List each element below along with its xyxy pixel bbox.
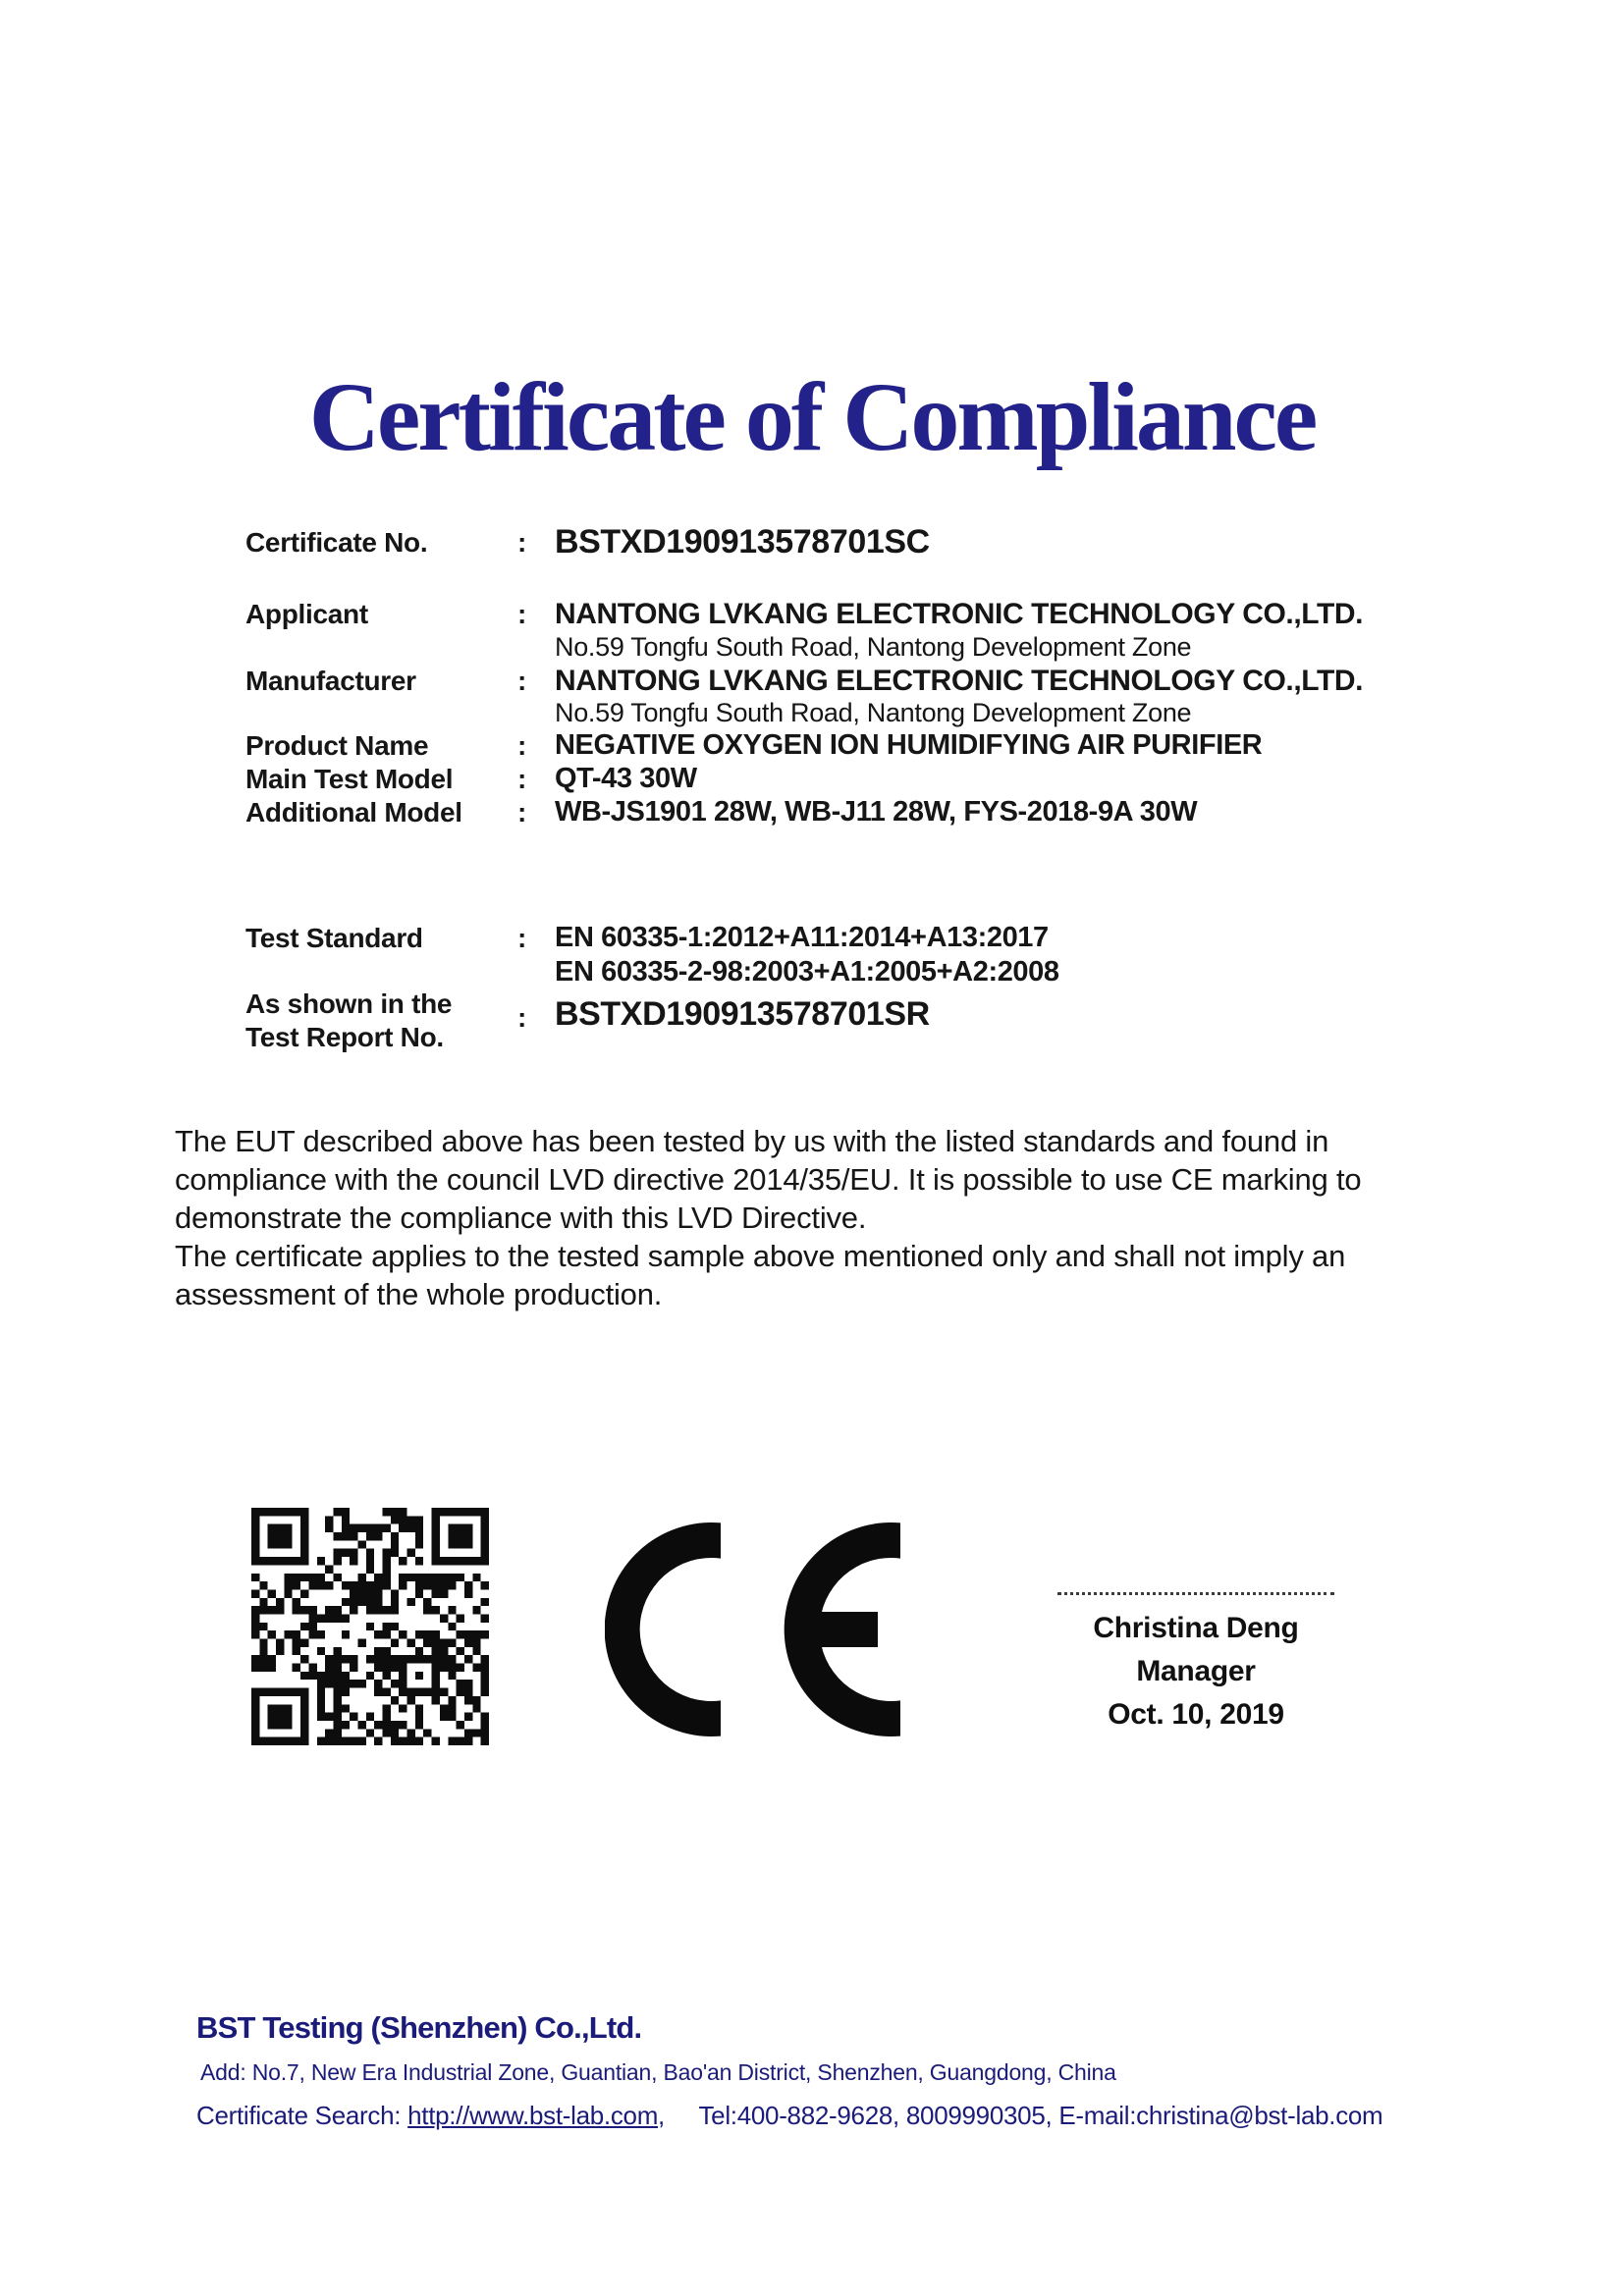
body-text: [175, 1122, 1441, 1313]
manufacturer-label: Manufacturer: [245, 666, 416, 696]
footer-search-line: [196, 2103, 1382, 2128]
body-paragraph-2: The certificate applies to the tested sample above mentioned only and shall not imply an assessment of the whole production.: [175, 1239, 1346, 1311]
page-title: Certificate of Compliance: [308, 362, 1316, 471]
additional-model-colon: :: [517, 797, 527, 828]
ce-marking-icon: [605, 1522, 901, 1736]
test-report-label-line1: As shown in the: [245, 988, 453, 1019]
manufacturer-address: No.59 Tongfu South Road, Nantong Development Zone: [555, 698, 1192, 727]
additional-model-label: Additional Model: [245, 797, 462, 828]
applicant-label: Applicant: [245, 599, 368, 629]
applicant-value: NANTONG LVKANG ELECTRONIC TECHNOLOGY CO.,LTD.: [555, 598, 1364, 630]
body-paragraph-1: The EUT described above has been tested by us with the listed standards and found in compliance with the council LVD directive 2014/35/EU. It is possible to use CE marking to demonstrate the compliance with this LVD Directive.: [175, 1124, 1362, 1235]
search-separator: ,: [658, 2101, 665, 2130]
test-standard-label: Test Standard: [245, 923, 423, 953]
applicant-colon: :: [517, 599, 527, 629]
test-report-label: [245, 988, 452, 1054]
test-standard-colon: :: [517, 923, 527, 953]
certificate-search-label: Certificate Search:: [196, 2101, 402, 2130]
signature-block: [1021, 1592, 1371, 1736]
footer-contact: Tel:400-882-9628, 8009990305, E-mail:christina@bst-lab.com: [698, 2101, 1383, 2130]
footer-company-name: BST Testing (Shenzhen) Co.,Ltd.: [196, 2010, 642, 2045]
signatory-name: Christina Deng: [1093, 1612, 1299, 1644]
signature-date: Oct. 10, 2019: [1108, 1698, 1284, 1731]
additional-model-value: WB-JS1901 28W, WB-J11 28W, FYS-2018-9A 30W: [555, 796, 1198, 828]
certificate-no-value: BSTXD190913578701SC: [555, 523, 930, 561]
applicant-address: No.59 Tongfu South Road, Nantong Development Zone: [555, 632, 1192, 662]
main-test-model-colon: :: [517, 764, 527, 794]
test-report-value: BSTXD190913578701SR: [555, 995, 930, 1033]
footer-address: Add: No.7, New Era Industrial Zone, Guantian, Bao'an District, Shenzhen, Guangdong, China: [200, 2059, 1116, 2085]
certificate-search-link[interactable]: http://www.bst-lab.com: [407, 2101, 659, 2130]
test-standard-value-1: EN 60335-1:2012+A11:2014+A13:2017: [555, 922, 1049, 953]
product-name-label: Product Name: [245, 730, 429, 761]
test-standard-value-2: EN 60335-2-98:2003+A1:2005+A2:2008: [555, 956, 1059, 988]
test-report-label-line2: Test Report No.: [245, 1022, 444, 1052]
signatory-title: Manager: [1136, 1655, 1256, 1687]
test-report-colon: :: [517, 1002, 527, 1033]
product-name-value: NEGATIVE OXYGEN ION HUMIDIFYING AIR PURIFIER: [555, 729, 1263, 761]
signature-dotted-line: [1057, 1592, 1334, 1595]
certificate-no-colon: :: [517, 527, 527, 558]
qr-code-icon: [251, 1508, 489, 1745]
main-test-model-value: QT-43 30W: [555, 763, 697, 794]
product-name-colon: :: [517, 730, 527, 761]
certificate-no-label: Certificate No.: [245, 527, 428, 558]
manufacturer-colon: :: [517, 666, 527, 696]
manufacturer-value: NANTONG LVKANG ELECTRONIC TECHNOLOGY CO.,LTD.: [555, 665, 1364, 697]
main-test-model-label: Main Test Model: [245, 764, 454, 794]
